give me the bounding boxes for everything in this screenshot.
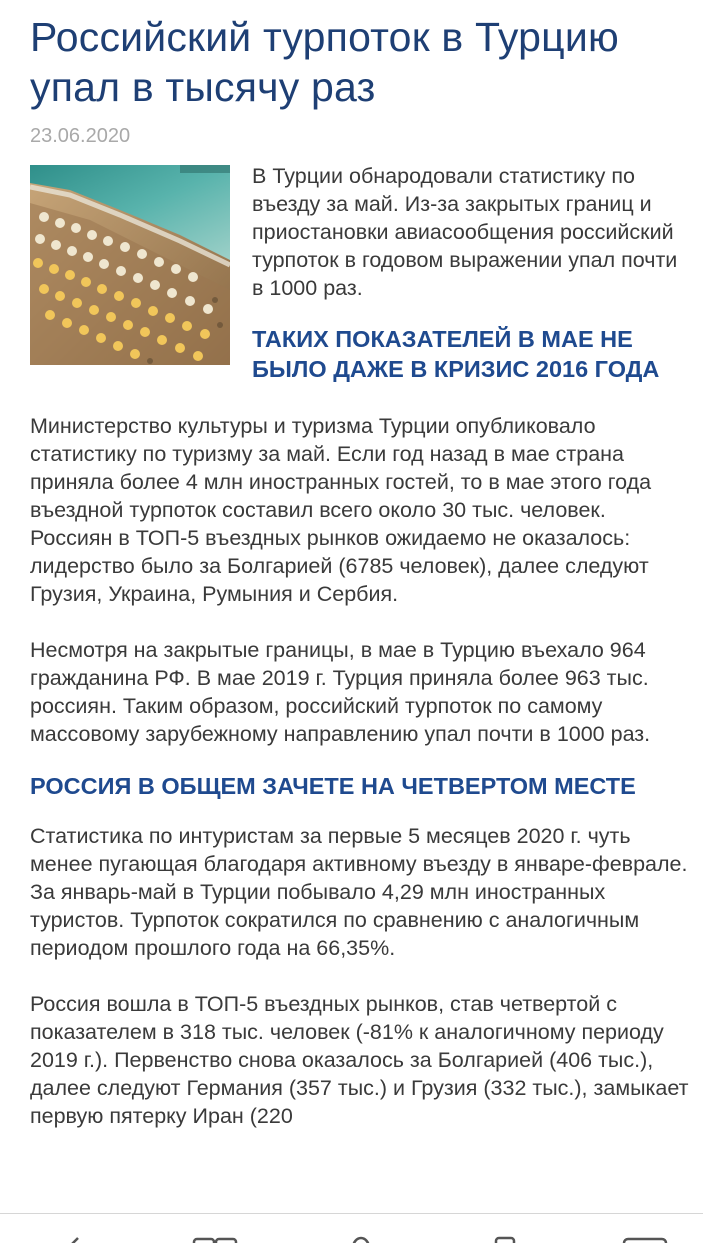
article-title: Российский турпоток в Турцию упал в тысячу раз (30, 14, 619, 110)
intro-text-column (252, 162, 692, 384)
intro-paragraph: В Турции обнародовали статистику по въезду за май. Из-за закрытых границ и приостановки авиасообщения российский турпоток в годовом выражении упал почти в 1000 раз. (252, 164, 678, 300)
paragraph-3: Статистика по интуристам за первые 5 месяцев 2020 г. чуть менее пугающая благодаря активному въезду в январе-феврале. За январь-май в Турции побывало 4,29 млн иностранных туристов. Турпоток сократился по сравнению с аналогичным периодом прошлого года на 66,35%. (30, 824, 688, 960)
article-intro (30, 162, 692, 394)
article-photo[interactable] (30, 165, 230, 365)
subheading-2: РОССИЯ В ОБЩЕМ ЗАЧЕТЕ НА ЧЕТВЕРТОМ МЕСТЕ (30, 773, 636, 799)
paragraph-4: Россия вошла в ТОП-5 въездных рынков, став четвертой с показателем в 318 тыс. человек (-81% к аналогичному периоду 2019 г.). Первенство снова оказалось за Болгарией (406 тыс.), далее следуют Германия (357 тыс.) и Грузия (332 тыс.), замыкает первую пятерку Иран (220 (30, 992, 689, 1128)
paragraph-2: Несмотря на закрытые границы, в мае в Турцию въехало 964 гражданина РФ. В мае 2019 г. Турция приняла более 963 тыс. россиян. Таким образом, российский турпоток по самому массовому зарубежному направлению упал почти в 1000 раз. (30, 638, 651, 746)
bottom-navigation-bar (0, 1213, 703, 1243)
subheading-1: ТАКИХ ПОКАЗАТЕЛЕЙ В МАЕ НЕ БЫЛО ДАЖЕ В КРИЗИС 2016 ГОДА (252, 326, 660, 382)
paragraph-1: Министерство культуры и туризма Турции опубликовало статистику по туризму за май. Если год назад в мае страна приняла более 4 млн иностранных гостей, то в мае этого года въездной турпоток составил всего около 30 тыс. человек. Россиян в ТОП-5 въездных рынков ожидаемо не оказалось: лидерство было за Болгарией (6785 человек), далее следуют Грузия, Украина, Румыния и Сербия. (30, 414, 652, 606)
article (30, 0, 692, 1130)
article-date: 23.06.2020 (30, 125, 131, 147)
